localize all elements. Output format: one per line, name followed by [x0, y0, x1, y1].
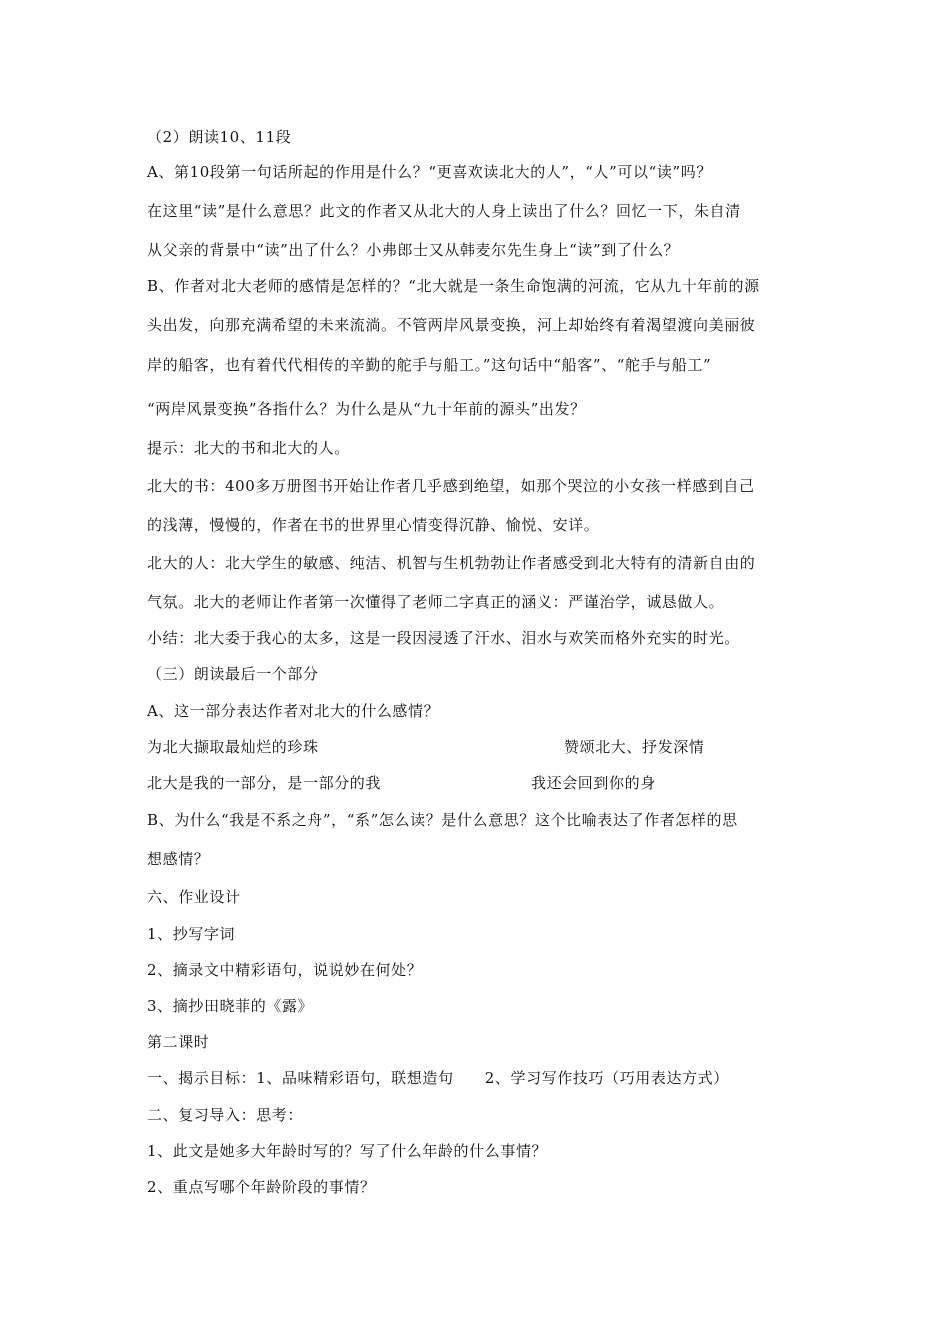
- question-line: A、这一部分表达作者对北大的什么感情？: [147, 702, 440, 720]
- list-item: 1、抄写字词: [147, 925, 236, 943]
- section-heading: 二、复习导入：思考：: [147, 1106, 304, 1124]
- hint-line: 提示：北大的书和北大的人。: [147, 439, 350, 457]
- paragraph-line: 的浅薄，慢慢的，作者在书的世界里心情变得沉静、愉悦、安详。: [147, 516, 600, 534]
- question-a-line: A、第10段第一句话所起的作用是什么？“更喜欢读北大的人”，“人”可以“读”吗？: [147, 163, 712, 181]
- answer-right: 我还会回到你的身: [531, 774, 656, 792]
- question-b-line: 岸的船客，也有着代代相传的辛勤的舵手与船工。”这句话中“船客”、“舵手与船工”: [147, 356, 712, 374]
- list-item: 3、摘抄田晓菲的《露》: [147, 997, 314, 1015]
- paragraph-line: 北大的人：北大学生的敏感、纯洁、机智与生机勃勃让作者感受到北大特有的清新自由的: [147, 554, 756, 572]
- answer-right: 赞颂北大、抒发深情: [564, 738, 705, 756]
- list-item: 2、重点写哪个年龄阶段的事情？: [147, 1178, 376, 1196]
- objective-line: 一、揭示目标：1、品味精彩语句，联想造句 2、学习写作技巧（巧用表达方式）: [147, 1069, 729, 1087]
- list-item: 1、此文是她多大年龄时写的？写了什么年龄的什么事情？: [147, 1142, 548, 1160]
- question-line: 想感情？: [147, 850, 210, 868]
- question-b-line: B、作者对北大老师的感情是怎样的？“北大就是一条生命饱满的河流，它从九十年前的源: [147, 277, 760, 295]
- question-a-line: 在这里“读”是什么意思？此文的作者又从北大的人身上读出了什么？回忆一下，朱自清: [147, 202, 741, 220]
- paragraph-line: 气氛。北大的老师让作者第一次懂得了老师二字真正的涵义：严谨治学，诚恳做人。: [147, 593, 725, 611]
- answer-left: 北大是我的一部分，是一部分的我: [147, 774, 382, 792]
- section-heading: （三）朗读最后一个部分: [147, 665, 319, 683]
- question-a-line: 从父亲的背景中“读”出了什么？小弗郎士又从韩麦尔先生身上“读”到了什么？: [147, 241, 680, 259]
- section-heading: 第二课时: [147, 1033, 210, 1051]
- question-line: B、为什么“我是不系之舟”，“系”怎么读？是什么意思？这个比喻表达了作者怎样的思: [147, 811, 738, 829]
- question-b-line: 头出发，向那充满希望的未来流淌。不管两岸风景变换，河上却始终有着渴望渡向美丽彼: [147, 316, 756, 334]
- summary-line: 小结：北大委于我心的太多，这是一段因浸透了汗水、泪水与欢笑而格外充实的时光。: [147, 629, 740, 647]
- answer-left: 为北大撷取最灿烂的珍珠: [147, 738, 319, 756]
- section-heading: 六、作业设计: [147, 888, 241, 906]
- paragraph-line: 北大的书：400多万册图书开始让作者几乎感到绝望，如那个哭泣的小女孩一样感到自己: [147, 477, 755, 495]
- list-item: 2、摘录文中精彩语句，说说妙在何处？: [147, 961, 423, 979]
- question-b-line: “两岸风景变换”各指什么？为什么是从“九十年前的源头”出发？: [147, 400, 586, 418]
- section-heading: （2）朗读10、11段: [147, 128, 292, 146]
